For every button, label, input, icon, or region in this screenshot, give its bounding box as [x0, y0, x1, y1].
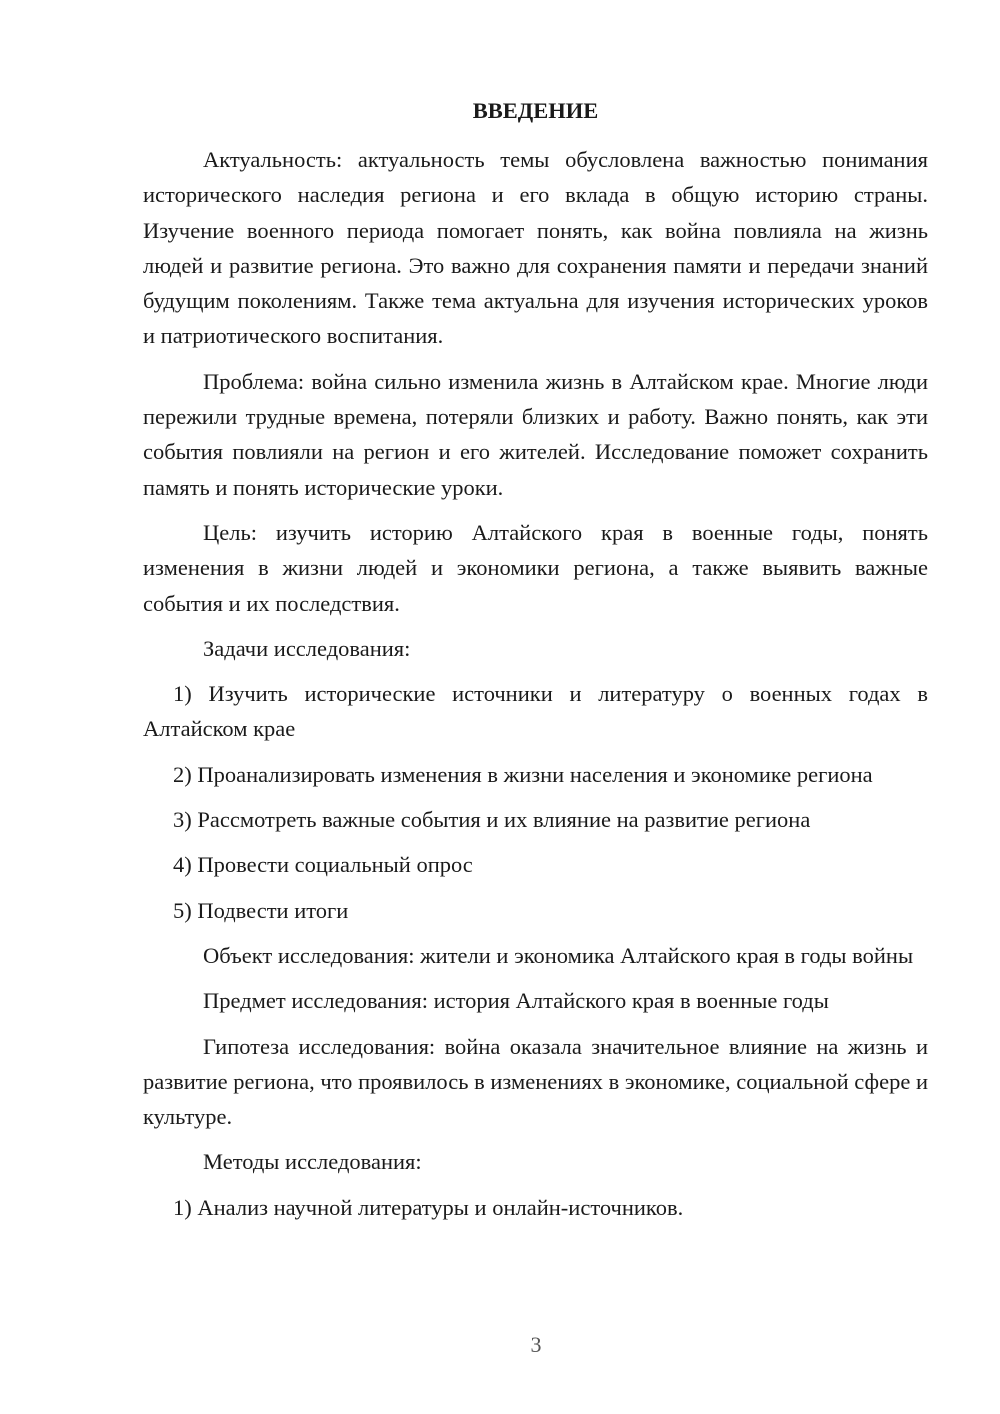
document-page [143, 93, 928, 1235]
task-item-4: 4) Провести социальный опрос [173, 852, 473, 878]
task-item-3: 3) Рассмотреть важные события и их влияние на развитие региона [173, 807, 811, 833]
hypothesis-paragraph: Гипотеза исследования: война оказала значительное влияние на жизнь и развитие региона, что проявилось в изменениях в экономике, социальной сфере и культуре. [143, 1033, 928, 1130]
subject-paragraph: Предмет исследования: история Алтайского края в военные годы [203, 988, 829, 1014]
page-title: ВВЕДЕНИЕ [472, 98, 599, 123]
task-item-5: 5) Подвести итоги [173, 897, 349, 923]
relevance-paragraph: Актуальность: актуальность темы обусловлена важностью понимания исторического наследия региона и его вклада в общую историю страны. Изучение военного периода помогает понять, как война повлияла на жизнь людей и развитие региона. Это важно для сохранения памяти и передачи знаний будущим поколениям. Также тема актуальна для изучения исторических уроков и патриотического воспитания. [143, 147, 928, 349]
tasks-heading: Задачи исследования: [203, 635, 411, 661]
method-item-1: 1) Анализ научной литературы и онлайн-источников. [173, 1194, 684, 1220]
methods-heading: Методы исследования: [203, 1149, 422, 1175]
goal-paragraph: Цель: изучить историю Алтайского края в военные годы, понять изменения в жизни людей и экономики региона, а также выявить важные события и их последствия. [143, 519, 928, 616]
object-paragraph: Объект исследования: жители и экономика Алтайского края в годы войны [203, 942, 914, 968]
task-item-2: 2) Проанализировать изменения в жизни населения и экономике региона [173, 761, 873, 787]
page-number: 3 [530, 1332, 542, 1357]
problem-paragraph: Проблема: война сильно изменила жизнь в Алтайском крае. Многие люди пережили трудные времена, потеряли близких и работу. Важно понять, как эти события повлияли на регион и его жителей. Исследование поможет сохранить память и понять исторические уроки. [143, 368, 928, 500]
task-item-1: 1) Изучить исторические источники и литературу о военных годах в Алтайском крае [143, 681, 928, 742]
